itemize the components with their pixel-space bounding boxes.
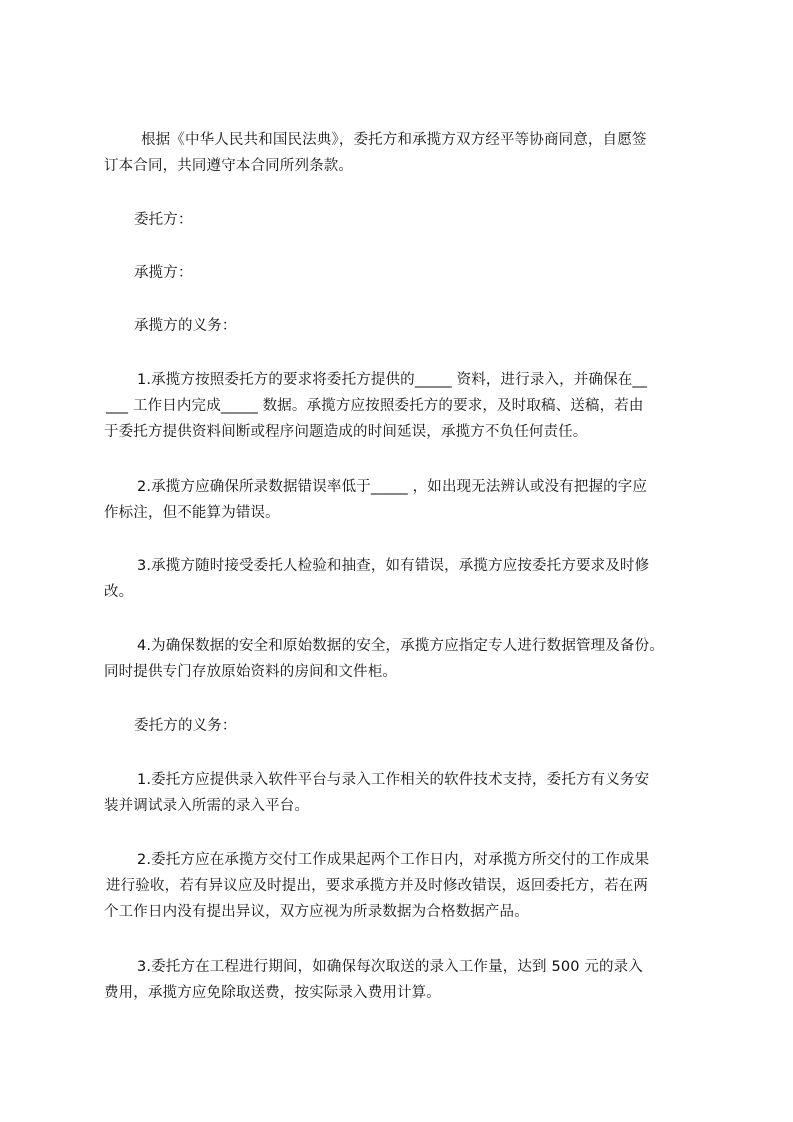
client-duty-item-2 — [104, 847, 714, 925]
contractor-item4-line-1: 4.为确保数据的安全和原始数据的安全，承揽方应指定专人进行数据管理及备份。 — [137, 638, 664, 654]
contractor-item2-line-1: 2.承揽方应确保所录数据错误率低于_____ ，如出现无法辨认或没有把握的字应 — [137, 479, 648, 495]
client-item3-line-1: 3.委托方在工程进行期间，如确保每次取送的录入工作量，达到 500 元的录入 — [137, 959, 643, 975]
contractor-item2-line-2: 作标注，但不能算为错误。 — [104, 505, 280, 521]
contractor-item3-line-2: 改。 — [104, 584, 134, 600]
contractor-item3-line-1: 3.承揽方随时接受委托人检验和抽查，如有错误，承揽方应按委托方要求及时修 — [137, 558, 650, 574]
client-duty-item-1 — [104, 767, 714, 819]
intro-paragraph — [104, 127, 714, 179]
client-item3-line-2: 费用，承揽方应免除取送费，按实际录入费用计算。 — [104, 985, 441, 1001]
contractor-item4-line-2: 同时提供专门存放原始资料的房间和文件柜。 — [104, 664, 397, 680]
contractor-item1-line-1: 1.承揽方按照委托方的要求将委托方提供的_____ 资料，进行录入，并确保在__ — [137, 372, 648, 388]
client-item2-line-3: 个工作日内没有提出异议，双方应视为所录数据为合格数据产品。 — [104, 904, 529, 920]
contractor-duty-item-1 — [104, 367, 714, 445]
client-duty-item-3 — [104, 954, 714, 1006]
contractor-duty-item-3 — [104, 553, 714, 605]
contractor-label: 承揽方： — [134, 265, 193, 281]
intro-line-2: 订本合同，共同遵守本合同所列条款。 — [104, 158, 354, 174]
contractor-item1-line-2: ___ 工作日内完成_____ 数据。承揽方应按照委托方的要求，及时取稿、送稿，若由 — [106, 398, 644, 414]
contractor-item1-line-3: 于委托方提供资料间断或程序问题造成的时间延误，承揽方不负任何责任。 — [104, 424, 588, 440]
client-label: 委托方： — [134, 212, 193, 228]
contractor-duty-item-2 — [104, 474, 714, 526]
client-item1-line-2: 装并调试录入所需的录入平台。 — [104, 798, 310, 814]
client-item2-line-2: 进行验收，若有异议应及时提出，要求承揽方并及时修改错误，返回委托方，若在两 — [106, 878, 649, 894]
client-item2-line-1: 2.委托方应在承揽方交付工作成果起两个工作日内，对承揽方所交付的工作成果 — [137, 852, 650, 868]
client-duties-heading: 委托方的义务： — [134, 718, 237, 734]
contractor-duties-heading: 承揽方的义务： — [134, 318, 237, 334]
contractor-duty-item-4 — [104, 633, 714, 685]
intro-line-1: 根据《中华人民共和国民法典》，委托方和承揽方双方经平等协商同意，自愿签 — [141, 132, 647, 148]
client-item1-line-1: 1.委托方应提供录入软件平台与录入工作相关的软件技术支持，委托方有义务安 — [137, 772, 650, 788]
